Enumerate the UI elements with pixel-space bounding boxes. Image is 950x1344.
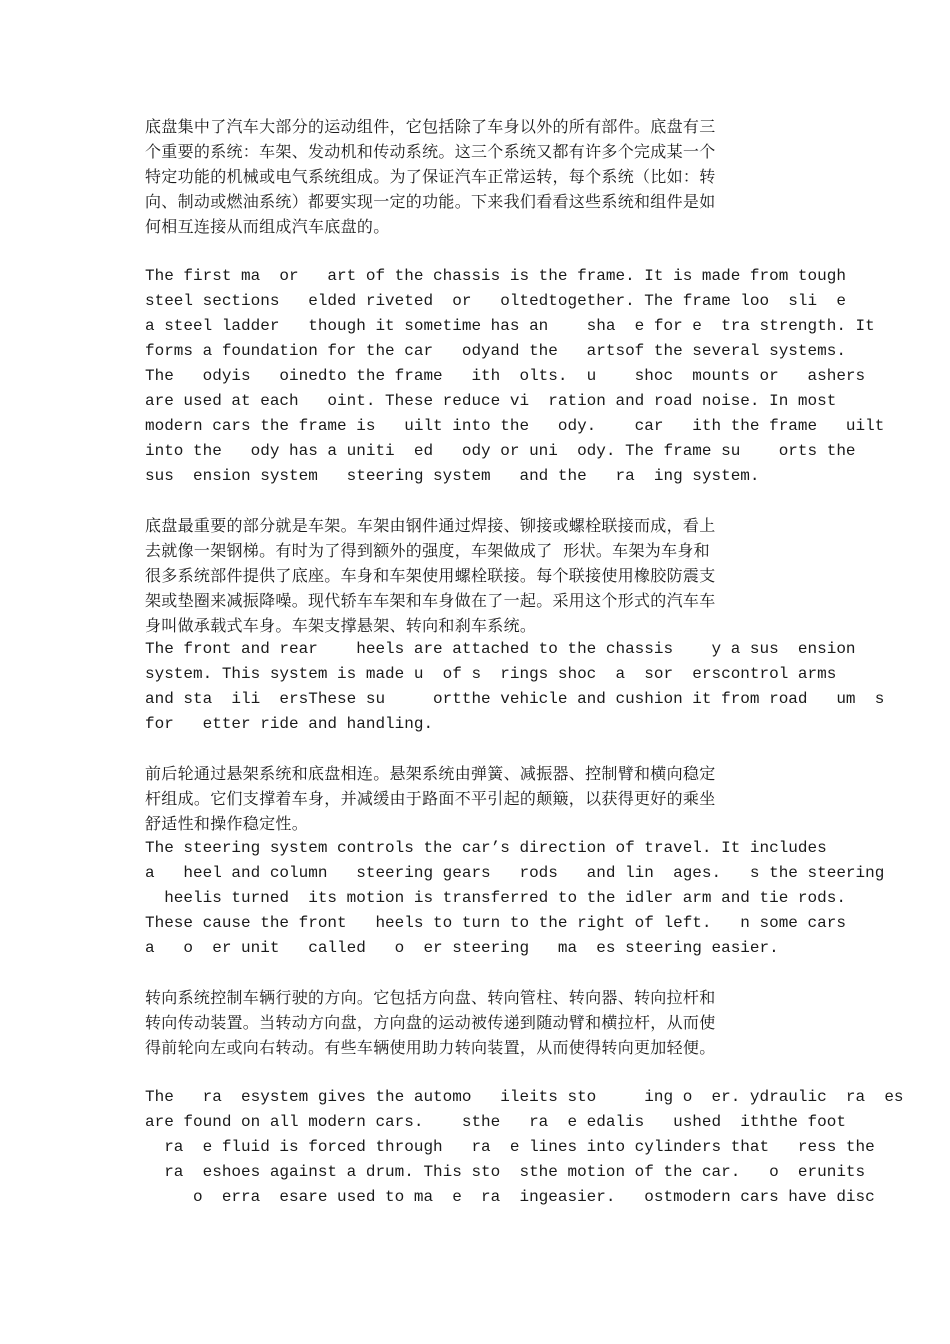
paragraph-suspension-cn — [145, 761, 875, 836]
text-line: 得前轮向左或向右转动。有些车辆使用助力转向装置，从而使得转向更加轻便。 — [145, 1038, 716, 1057]
text-line: 杆组成。它们支撑着车身，并减缓由于路面不平引起的颠簸，以获得更好的乘坐 — [145, 789, 716, 808]
text-line: a heel and column steering gears rods and lin ages. s the steering — [145, 864, 885, 882]
text-line: 底盘最重要的部分就是车架。车架由钢件通过焊接、铆接或螺栓联接而成，看上 — [145, 516, 716, 535]
text-line: 向、制动或燃油系统）都要实现一定的功能。下来我们看看这些系统和组件是如 — [145, 192, 716, 211]
text-line: The ra esystem gives the automo ileits sto ing o er. ydraulic ra es — [145, 1088, 904, 1106]
text-line: 架或垫圈来减振降噪。现代轿车车架和车身做在了一起。采用这个形式的汽车车 — [145, 591, 716, 610]
text-line: a o er unit called o er steering ma es steering easier. — [145, 939, 779, 957]
text-line: The first ma or art of the chassis is the frame. It is made from tough — [145, 267, 846, 285]
paragraph-chassis-intro-cn — [145, 114, 875, 239]
text-line: 转向系统控制车辆行驶的方向。它包括方向盘、转向管柱、转向器、转向拉杆和 — [145, 988, 716, 1007]
text-line: ra eshoes against a drum. This sto sthe motion of the car. o erunits — [145, 1163, 866, 1181]
text-line: 前后轮通过悬架系统和底盘相连。悬架系统由弹簧、减振器、控制臂和横向稳定 — [145, 764, 716, 783]
paragraph-suspension-en — [145, 637, 885, 737]
paragraph-steering-cn — [145, 985, 875, 1060]
text-line: sus ension system steering system and the ra ing system. — [145, 467, 760, 485]
text-line: are found on all modern cars. sthe ra e edalis ushed iththe foot — [145, 1113, 846, 1131]
text-line: 去就像一架钢梯。有时为了得到额外的强度，车架做成了 形状。车架为车身和 — [145, 541, 710, 560]
text-line: o erra esare used to ma e ra ingeasier. ostmodern cars have disc — [145, 1188, 875, 1206]
text-line: 很多系统部件提供了底座。车身和车架使用螺栓联接。每个联接使用橡胶防震支 — [145, 566, 716, 585]
text-line: 何相互连接从而组成汽车底盘的。 — [145, 217, 390, 236]
text-line: These cause the front heels to turn to the right of left. n some cars — [145, 914, 846, 932]
text-line: modern cars the frame is uilt into the ody. car ith the frame uilt — [145, 417, 885, 435]
text-line: The front and rear heels are attached to the chassis y a sus ension — [145, 640, 856, 658]
text-line: The steering system controls the car’s direction of travel. It includes — [145, 839, 827, 857]
text-line: heelis turned its motion is transferred to the idler arm and tie rods. — [145, 889, 846, 907]
text-line: are used at each oint. These reduce vi ration and road noise. In most — [145, 392, 837, 410]
text-line: a steel ladder though it sometime has an sha e for e tra strength. It — [145, 317, 875, 335]
text-line: ra e fluid is forced through ra e lines into cylinders that ress the — [145, 1138, 875, 1156]
text-line: 特定功能的机械或电气系统组成。为了保证汽车正常运转，每个系统（比如：转 — [145, 167, 716, 186]
text-line: into the ody has a uniti ed ody or uni ody. The frame su orts the — [145, 442, 856, 460]
paragraph-brakes-en — [145, 1085, 904, 1210]
text-line: 个重要的系统：车架、发动机和传动系统。这三个系统又都有许多个完成某一个 — [145, 142, 716, 161]
paragraph-frame-en — [145, 264, 885, 489]
text-line: system. This system is made u of s rings shoc a sor erscontrol arms — [145, 665, 837, 683]
text-line: 转向传动装置。当转动方向盘，方向盘的运动被传递到随动臂和横拉杆，从而使 — [145, 1013, 716, 1032]
paragraph-steering-en — [145, 836, 885, 961]
paragraph-frame-cn — [145, 513, 875, 638]
text-line: for etter ride and handling. — [145, 715, 434, 733]
text-line: 舒适性和操作稳定性。 — [145, 814, 309, 833]
text-line: 身叫做承载式车身。车架支撑悬架、转向和刹车系统。 — [145, 616, 537, 635]
text-line: forms a foundation for the car odyand the artsof the several systems. — [145, 342, 846, 360]
text-line: steel sections elded riveted or oltedtogether. The frame loo sli e — [145, 292, 846, 310]
text-line: 底盘集中了汽车大部分的运动组件，它包括除了车身以外的所有部件。底盘有三 — [145, 117, 716, 136]
text-line: and sta ili ersThese su ortthe vehicle and cushion it from road um s — [145, 690, 885, 708]
text-line: The odyis oinedto the frame ith olts. u shoc mounts or ashers — [145, 367, 866, 385]
